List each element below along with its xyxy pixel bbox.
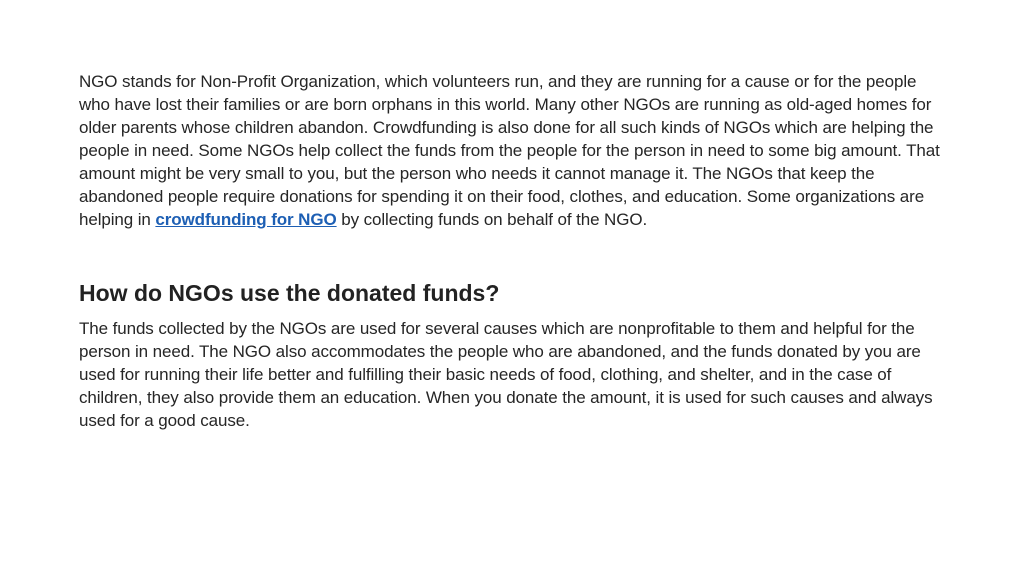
intro-text-before-link: NGO stands for Non-Profit Organization, which volunteers run, and they are running for a cause or for the people who have lost their families or are born orphans in this world. Many other NGOs are running as old-aged homes for older parents whose children abandon. Crowdfunding is also done for all such kinds of NGOs which are helping the people in need. Some NGOs help collect the funds from the people for the person in need to some big amount. That amount might be very small to you, but the person who needs it cannot manage it. The NGOs that keep the abandoned people require donations for spending it on their food, clothes, and education. Some organizations are helping in bbox=[79, 72, 940, 229]
crowdfunding-link[interactable]: crowdfunding for NGO bbox=[155, 210, 337, 229]
intro-paragraph bbox=[79, 70, 949, 231]
section-paragraph: The funds collected by the NGOs are used for several causes which are nonprofitable to them and helpful for the person in need. The NGO also accommodates the people who are abandoned, and the funds donated by you are used for running their life better and fulfilling their basic needs of food, clothing, and shelter, and in the case of children, they also provide them an education. When you donate the amount, it is used for such causes and always used for a good cause. bbox=[79, 319, 933, 430]
section-heading: How do NGOs use the donated funds? bbox=[79, 280, 500, 306]
slide-content bbox=[79, 70, 949, 432]
intro-text-after-link: by collecting funds on behalf of the NGO. bbox=[336, 210, 648, 229]
